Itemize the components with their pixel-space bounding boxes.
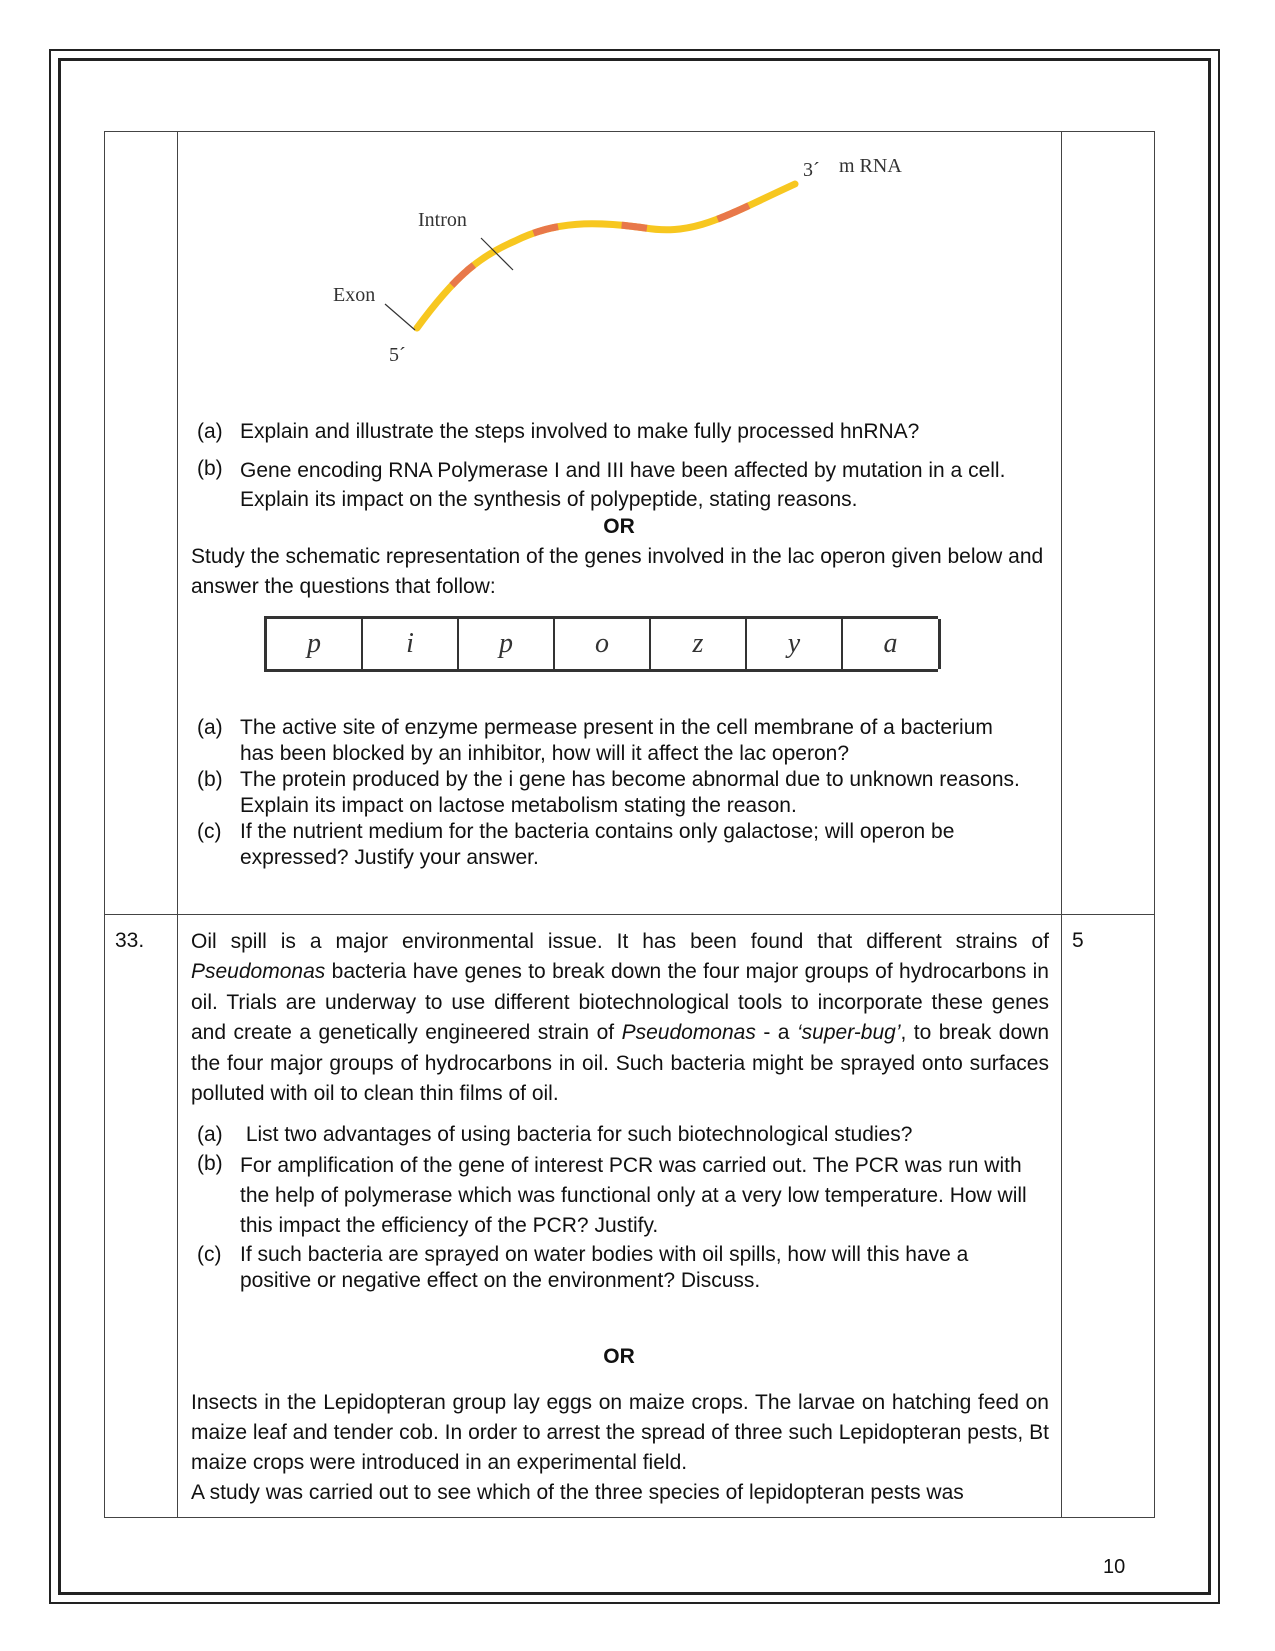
operon-gene-cell: z (651, 619, 747, 669)
item-text: If the nutrient medium for the bacteria contains only galactose; will operon be expressed? Justify your answer. (240, 820, 955, 869)
item-text: If such bacteria are sprayed on water bodies with oil spills, how will this have a positive or negative effect on the environment? Discuss. (240, 1243, 969, 1292)
exon-label: Exon (333, 284, 376, 306)
q33-marks: 5 (1072, 929, 1084, 952)
table-column-divider-1 (177, 132, 178, 1517)
page-number: 10 (1103, 1556, 1126, 1578)
passage-text: bacteria have genes to break down the four major groups of hydrocarbons in oil. Trials are underway to use different biotechnological tools to incorporate these genes and create a genetically engineered strain of (191, 960, 1049, 1045)
operon-gene-cell: a (843, 619, 941, 669)
table-row-divider (105, 914, 1154, 915)
passage-italic-term: Pseudomonas (191, 960, 326, 984)
item-text: Explain and illustrate the steps involved to make fully processed hnRNA? (240, 420, 920, 443)
intron-segment (622, 225, 647, 228)
q33-number: 33. (115, 929, 145, 952)
q32-alt-intro: Study the schematic representation of the genes involved in the lac operon given below and answer the questions that follow: (191, 545, 1044, 598)
item-label: (c) (197, 1243, 222, 1266)
mrna-splicing-diagram (305, 146, 945, 376)
mrna-strand (417, 184, 795, 328)
table-column-divider-2 (1061, 132, 1062, 1517)
passage-italic-term: Pseudomonas (621, 1021, 756, 1045)
item-label: (c) (197, 820, 222, 843)
item-label: (b) (197, 457, 223, 480)
intron-label: Intron (418, 209, 467, 231)
item-label: (a) (197, 716, 223, 739)
q33-alt-passage-continued: A study was carried out to see which of the three species of lepidopteran pests was (191, 1481, 964, 1504)
q33-or-separator: OR (603, 1345, 635, 1368)
exon-pointer-line (385, 304, 415, 330)
item-label: (a) (197, 1123, 223, 1146)
question-table (104, 131, 1155, 1518)
operon-gene-cell: o (555, 619, 651, 669)
mrna-label: m RNA (839, 155, 902, 177)
item-label: (a) (197, 420, 223, 443)
q32-or-separator: OR (603, 515, 635, 538)
lac-operon-schematic (264, 616, 938, 672)
q33-alt-passage: Insects in the Lepidopteran group lay eggs on maize crops. The larvae on hatching feed on maize leaf and tender cob. In order to arrest the spread of three such Lepidopteran pests, Bt maize crops were introduced in an experimental field. (191, 1391, 1049, 1474)
five-prime-label: 5´ (389, 344, 406, 366)
item-label: (b) (197, 1152, 223, 1175)
operon-gene-cell: y (747, 619, 843, 669)
item-label: (b) (197, 768, 223, 791)
q33-passage (191, 927, 1049, 1109)
intron-segment (452, 265, 474, 285)
intron-segment (718, 206, 749, 220)
intron-segments (452, 206, 749, 286)
passage-text: , to break down the four major groups of hydrocarbons in oil. Such bacteria might be sprayed onto surfaces polluted with oil to clean thin films of oil. (191, 1021, 1050, 1106)
intron-segment (534, 227, 559, 234)
passage-text: - a (763, 1021, 790, 1045)
item-text: For amplification of the gene of interest PCR was carried out. The PCR was run with the help of polymerase which was functional only at a very low temperature. How will this impact the efficiency of the PCR? Justify. (240, 1154, 1027, 1237)
passage-text: Oil spill is a major environmental issue. It has been found that different strains of (191, 930, 1049, 953)
passage-italic-term: ‘super-bug’ (796, 1021, 901, 1045)
item-text: List two advantages of using bacteria for such biotechnological studies? (240, 1123, 913, 1146)
item-text: The protein produced by the i gene has become abnormal due to unknown reasons. Explain its impact on lactose metabolism stating the reason. (240, 768, 1020, 817)
operon-gene-cell: p (267, 619, 363, 669)
item-text: The active site of enzyme permease present in the cell membrane of a bacterium has been blocked by an inhibitor, how will it affect the lac operon? (240, 716, 993, 765)
operon-gene-cell: i (363, 619, 459, 669)
item-text: Gene encoding RNA Polymerase I and III have been affected by mutation in a cell. Explain its impact on the synthesis of polypeptide, stating reasons. (240, 459, 1006, 511)
three-prime-label: 3´ (803, 159, 820, 181)
operon-gene-cell: p (459, 619, 555, 669)
